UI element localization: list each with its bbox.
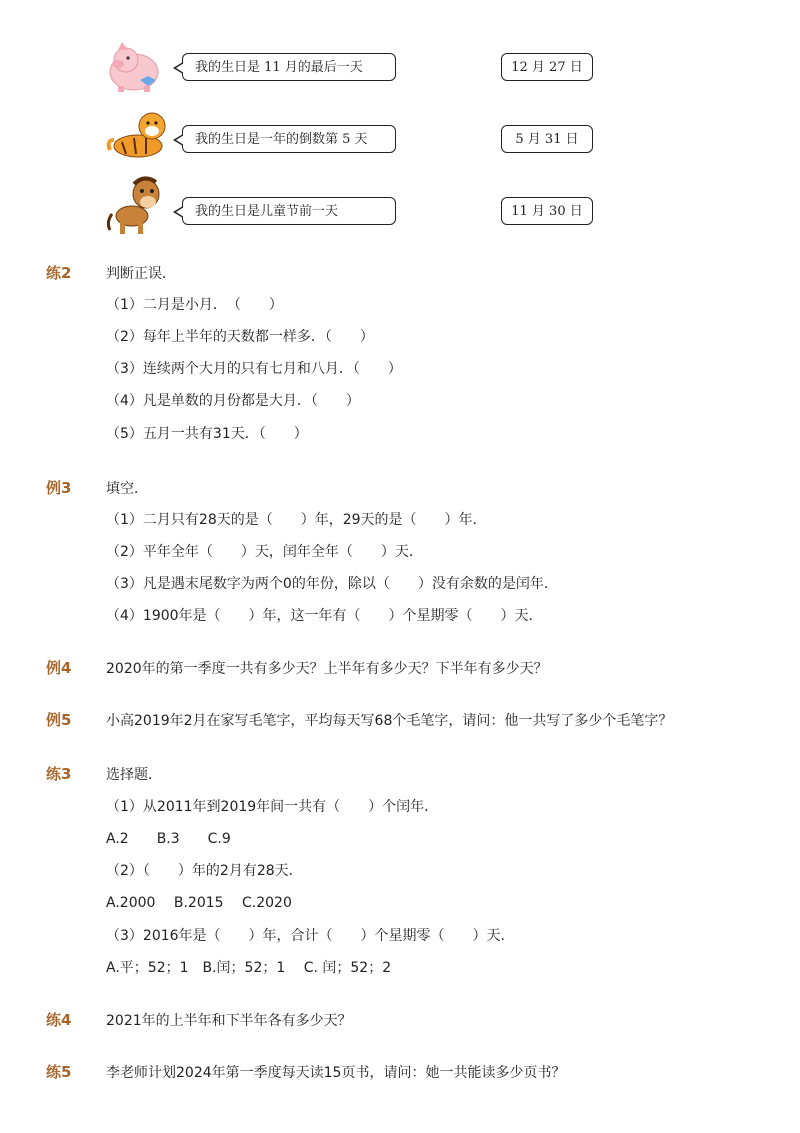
question-text: 小高2019年2月在家写毛笔字，平均每天写68个毛笔字，请问：他一共写了多少个毛笔字？ xyxy=(106,713,673,729)
date-box: 12 月 27 日 xyxy=(501,53,593,81)
list-item: （1）二月只有28天的是（ ）年，29天的是（ ）年． xyxy=(106,512,487,528)
speech-bubble: 我的生日是 11 月的最后一天 xyxy=(182,53,396,81)
pig-icon xyxy=(104,40,164,94)
section-title: 判断正误． xyxy=(106,266,176,282)
question-text: 李老师计划2024年第一季度每天读15页书，请问：她一共能读多少页书？ xyxy=(106,1065,566,1081)
section-title: 填空． xyxy=(106,481,148,497)
section-label: 练5 xyxy=(46,1063,72,1081)
horse-icon xyxy=(104,176,166,236)
tiger-icon xyxy=(104,110,168,164)
section-label: 例3 xyxy=(46,479,72,497)
section-title: 选择题． xyxy=(106,767,162,783)
list-item: （1）从2011年到2019年间一共有（ ）个闰年． xyxy=(106,799,439,815)
list-item: （4）凡是单数的月份都是大月．（ ） xyxy=(106,393,360,409)
option-line: A.2 B.3 C.9 xyxy=(106,831,231,847)
section-label: 例4 xyxy=(46,659,72,677)
list-item: （1）二月是小月． （ ） xyxy=(106,297,283,313)
speech-bubble: 我的生日是儿童节前一天 xyxy=(182,197,396,225)
option-line: A.平；52；1 B.闰；52；1 C. 闰；52；2 xyxy=(106,960,392,976)
list-item: （2）（ ）年的2月有28天． xyxy=(106,863,303,879)
date-box: 11 月 30 日 xyxy=(501,197,593,225)
section-label: 例5 xyxy=(46,711,72,729)
list-item: （4）1900年是（ ）年，这一年有（ ）个星期零（ ）天． xyxy=(106,608,543,624)
list-item: （2）每年上半年的天数都一样多．（ ） xyxy=(106,329,374,345)
list-item: （5）五月一共有31天．（ ） xyxy=(106,426,308,442)
section-label: 练4 xyxy=(46,1011,72,1029)
date-box: 5 月 31 日 xyxy=(501,125,593,153)
list-item: （3）2016年是（ ）年，合计（ ）个星期零（ ）天． xyxy=(106,928,515,944)
list-item: （3）连续两个大月的只有七月和八月．（ ） xyxy=(106,361,402,377)
section-label: 练2 xyxy=(46,264,72,282)
section-label: 练3 xyxy=(46,765,72,783)
option-line: A.2000 B.2015 C.2020 xyxy=(106,895,292,911)
list-item: （2）平年全年（ ）天，闰年全年（ ）天． xyxy=(106,544,423,560)
question-text: 2020年的第一季度一共有多少天？上半年有多少天？下半年有多少天？ xyxy=(106,661,548,677)
list-item: （3）凡是遇末尾数字为两个0的年份，除以（ ）没有余数的是闰年． xyxy=(106,576,558,592)
question-text: 2021年的上半年和下半年各有多少天？ xyxy=(106,1013,352,1029)
speech-bubble: 我的生日是一年的倒数第 5 天 xyxy=(182,125,396,153)
